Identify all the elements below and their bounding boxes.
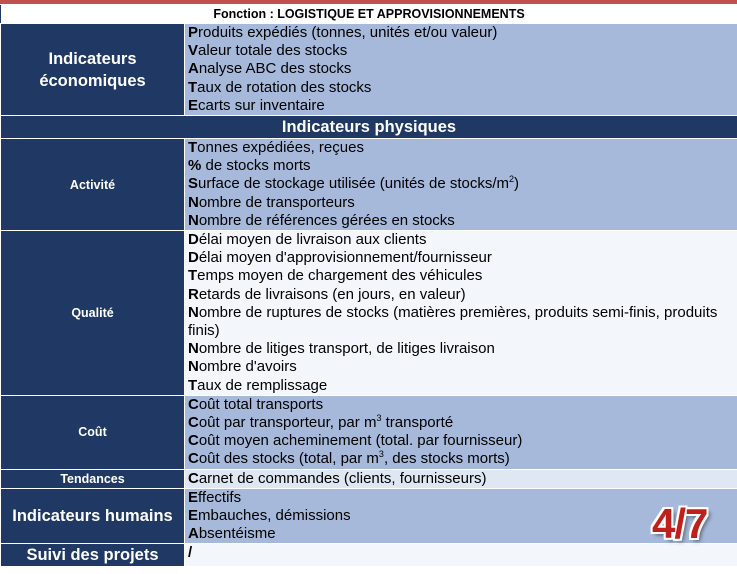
item-initial: V [188, 42, 199, 60]
item-superscript: 3 [376, 413, 382, 424]
list-item [188, 60, 737, 78]
section-row-physical [1, 116, 737, 139]
item-text: ombre de litiges transport, de litiges livraison [198, 340, 495, 358]
item-initial: R [188, 285, 199, 303]
item-text: arnet de commandes (clients, fournisseurs) [198, 469, 487, 487]
item-initial: T [188, 267, 198, 285]
list-item [188, 139, 737, 157]
items-tendances [185, 469, 737, 488]
item-superscript: 3 [378, 449, 384, 460]
row-label-cout: Coût [1, 395, 185, 469]
list-item [188, 286, 737, 304]
row-label-tendances: Tendances [1, 469, 185, 488]
list-item [188, 24, 737, 42]
list-item [188, 450, 737, 468]
list-item [188, 97, 737, 115]
item-text: etards de livraisons (en jours, en valeur) [198, 285, 466, 303]
item-initial: / [188, 544, 193, 562]
table-title: Fonction : LOGISTIQUE ET APPROVISIONNEMENTS [1, 5, 737, 24]
item-text: bsentéisme [198, 525, 276, 543]
item-initial: C [188, 450, 199, 468]
item-initial: D [188, 231, 199, 249]
item-initial: E [188, 488, 199, 506]
item-text: ombre de transporteurs [198, 193, 355, 211]
item-text: nalyse ABC des stocks [198, 60, 352, 78]
list-item [188, 42, 737, 60]
item-text: aux de remplissage [197, 376, 328, 394]
row-qualite [1, 231, 737, 396]
items-economiques [185, 24, 737, 116]
item-initial: S [188, 175, 199, 193]
item-initial: E [188, 507, 199, 525]
list-item [188, 212, 737, 230]
row-tendances [1, 469, 737, 488]
item-text: carts sur inventaire [198, 96, 325, 114]
indicators-table [0, 4, 737, 567]
item-text-after: , des stocks morts) [383, 450, 510, 468]
row-label-humains: Indicateurs humains [1, 488, 185, 544]
item-initial: C [188, 414, 199, 432]
row-activite [1, 139, 737, 231]
item-initial: A [188, 60, 199, 78]
list-item [188, 304, 737, 340]
items-qualite [185, 231, 737, 396]
title-row [1, 5, 737, 24]
item-text: aleur totale des stocks [198, 42, 348, 60]
item-text: oût des stocks (total, par m [198, 450, 379, 468]
items-cout [185, 395, 737, 469]
item-initial: N [188, 358, 199, 376]
item-initial: T [188, 139, 198, 157]
list-item [188, 249, 737, 267]
item-initial: N [188, 340, 199, 358]
item-initial: D [188, 249, 199, 267]
item-initial: T [188, 78, 198, 96]
section-title-physical: Indicateurs physiques [1, 116, 737, 139]
row-label-projets: Suivi des projets [1, 544, 185, 567]
item-initial: C [188, 432, 199, 450]
item-initial: E [188, 96, 199, 114]
item-text: emps moyen de chargement des véhicules [197, 267, 483, 285]
row-label-qualite: Qualité [1, 231, 185, 396]
item-text: onnes expédiées, reçues [197, 139, 364, 157]
list-item [188, 79, 737, 97]
item-text: urface de stockage utilisée (unités de stocks/m [198, 175, 510, 193]
row-humains [1, 488, 737, 544]
list-item [188, 432, 737, 450]
item-initial: C [188, 395, 199, 413]
item-initial: N [188, 303, 199, 321]
item-text-after: transporté [381, 414, 454, 432]
list-item [188, 194, 737, 212]
item-text: roduits expédiés (tonnes, unités et/ou valeur) [198, 24, 498, 41]
item-text: mbauches, démissions [198, 507, 351, 525]
item-text: ombre de références gérées en stocks [198, 211, 455, 229]
item-text: élai moyen de livraison aux clients [198, 231, 427, 249]
item-text: oût total transports [198, 395, 324, 413]
list-item [188, 470, 737, 488]
list-item [188, 377, 737, 395]
list-item [188, 231, 737, 249]
page-number-badge: 4/7 [652, 500, 708, 547]
item-text: de stocks morts [201, 157, 311, 175]
item-initial: T [188, 376, 198, 394]
row-projets [1, 544, 737, 567]
list-item [188, 358, 737, 376]
item-initial: N [188, 211, 199, 229]
item-initial: A [188, 525, 199, 543]
list-item [188, 340, 737, 358]
list-item [188, 414, 737, 432]
list-item [188, 175, 737, 193]
row-cout [1, 395, 737, 469]
row-label-activite: Activité [1, 139, 185, 231]
items-activite [185, 139, 737, 231]
item-initial: P [188, 24, 199, 41]
item-text: ffectifs [198, 488, 242, 506]
item-text-after: ) [514, 175, 520, 193]
item-text: oût par transporteur, par m [198, 414, 377, 432]
item-initial: C [188, 469, 199, 487]
item-initial: N [188, 193, 199, 211]
item-text: ombre d'avoirs [198, 358, 297, 376]
list-item [188, 157, 737, 175]
list-item [188, 267, 737, 285]
item-text: oût moyen acheminement (total. par fournisseur) [198, 432, 523, 450]
list-item [188, 396, 737, 414]
item-text: élai moyen d'approvisionnement/fournisseur [198, 249, 492, 267]
row-label-economiques: Indicateurs économiques [1, 24, 185, 116]
item-superscript: 2 [509, 174, 515, 185]
item-text: ombre de ruptures de stocks (matières premières, produits semi-finis, produits finis) [188, 303, 718, 340]
item-initial: % [188, 157, 202, 175]
item-text: aux de rotation des stocks [197, 78, 372, 96]
row-economiques [1, 24, 737, 116]
